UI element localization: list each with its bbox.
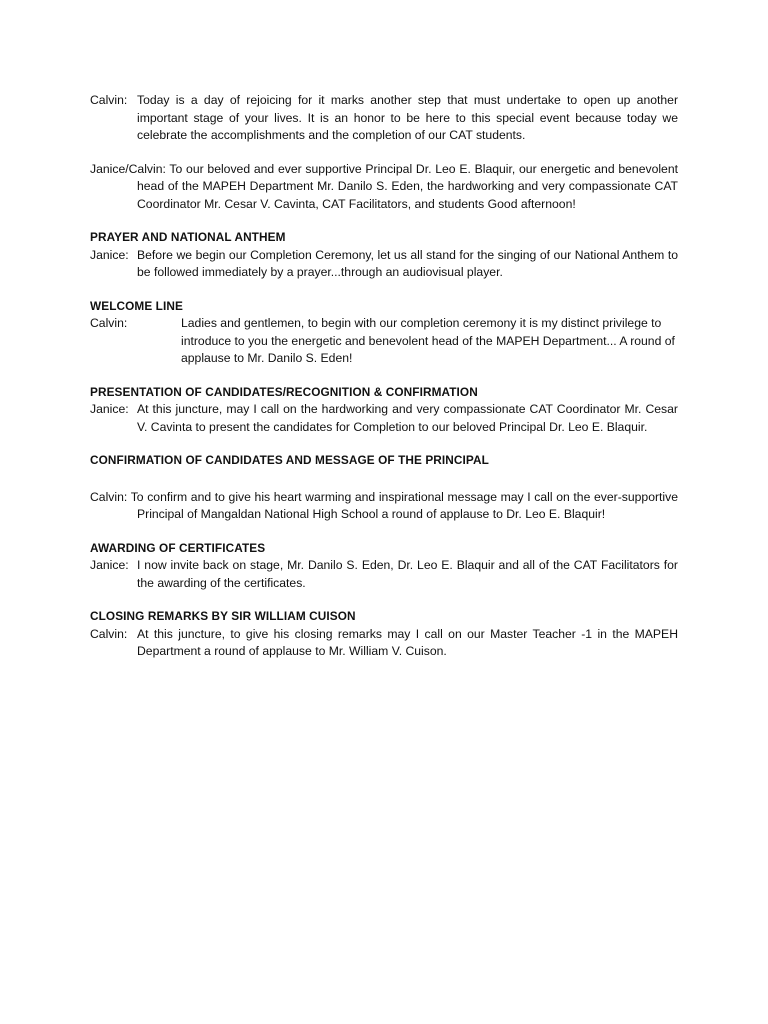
section-heading-awarding: AWARDING OF CERTIFICATES: [90, 540, 266, 555]
speaker-label: Calvin:: [90, 489, 128, 504]
dialogue-calvin-closing: [90, 626, 678, 661]
speaker-label: Janice/Calvin:: [90, 161, 166, 176]
speaker-label: Calvin:: [90, 626, 128, 641]
dialogue-text: Ladies and gentlemen, to begin with our completion ceremony it is my distinct privilege to introduce to you the energetic and benevolent head of the MAPEH Department... A round of applause to Mr. Danilo S. Eden!: [181, 316, 675, 365]
dialogue-text: To confirm and to give his heart warming and inspirational message may I call on the ever-supportive Principal of Mangaldan National High School a round of applause to Dr. Leo E. Blaquir!: [130, 489, 678, 521]
dialogue-text: Today is a day of rejoicing for it marks another step that must undertake to open up another important stage of your lives. It is an honor to be here to this special event because today we celebrate the accomplishments and the completion of our CAT students.: [137, 93, 678, 142]
script-body: [90, 92, 678, 661]
dialogue-calvin-welcome: [90, 315, 678, 368]
section-heading-presentation: PRESENTATION OF CANDIDATES/RECOGNITION & CONFIRMATION: [90, 384, 478, 399]
dialogue-janice-calvin-greeting: [90, 161, 678, 214]
dialogue-text: At this juncture, may I call on the hardworking and very compassionate CAT Coordinator Mr. Cesar V. Cavinta to present the candidates for Completion to our beloved Principal Dr. Leo E. Blaquir.: [137, 402, 678, 434]
dialogue-text: At this juncture, to give his closing remarks may I call on our Master Teacher -1 in the MAPEH Department a round of applause to Mr. William V. Cuison.: [137, 626, 678, 658]
dialogue-calvin-confirmation: [90, 489, 678, 524]
dialogue-text: I now invite back on stage, Mr. Danilo S. Eden, Dr. Leo E. Blaquir and all of the CAT Facilitators for the awarding of the certificates.: [137, 558, 678, 590]
dialogue-janice-awarding: [90, 557, 678, 592]
dialogue-calvin-opening: [90, 92, 678, 145]
speaker-label: Janice:: [90, 558, 129, 572]
speaker-label: Calvin:: [90, 316, 128, 330]
dialogue-janice-presentation: [90, 401, 678, 436]
section-heading-confirmation: CONFIRMATION OF CANDIDATES AND MESSAGE OF THE PRINCIPAL: [90, 453, 489, 467]
section-heading-closing-remarks: CLOSING REMARKS BY SIR WILLIAM CUISON: [90, 609, 356, 623]
speaker-label: Janice:: [90, 247, 129, 262]
dialogue-text: Before we begin our Completion Ceremony, let us all stand for the singing of our National Anthem to be followed immediately by a prayer...through an audiovisual player.: [137, 247, 678, 279]
section-heading-prayer-anthem: PRAYER AND NATIONAL ANTHEM: [90, 230, 286, 244]
speaker-label: Janice:: [90, 402, 129, 416]
dialogue-janice-prayer: [90, 247, 678, 282]
dialogue-text: To our beloved and ever supportive Principal Dr. Leo E. Blaquir, our energetic and benevolent head of the MAPEH Department Mr. Danilo S. Eden, the hardworking and very compassionate CAT Coordinator Mr. Cesar V. Cavinta, CAT Facilitators, and students Good afternoon!: [137, 161, 678, 211]
section-heading-welcome-line: WELCOME LINE: [90, 298, 183, 313]
speaker-label: Calvin:: [90, 93, 128, 107]
